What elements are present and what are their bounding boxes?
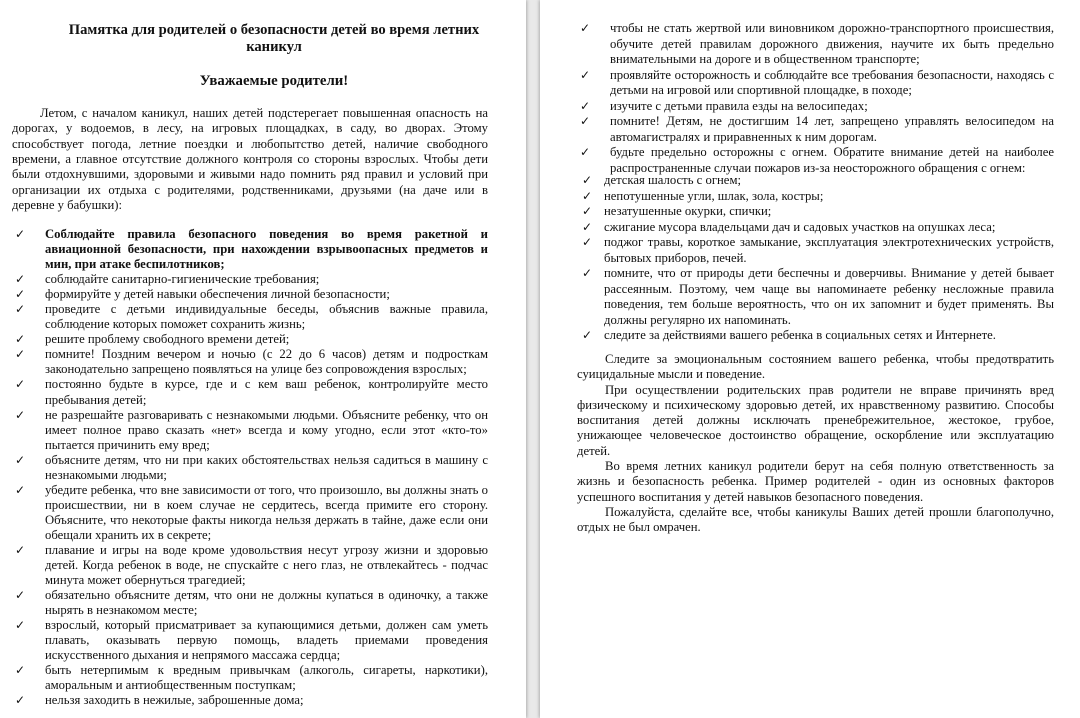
- list-item: [15, 452, 488, 483]
- list-item-text: чтобы не стать жертвой или виновником дорожно-транспортного происшествия, обучите детей правилам дорожного движения, научите их быть предельно внимательными на дороге и в общественном транспорте;: [610, 21, 1054, 66]
- checkmark-icon: ✓: [15, 663, 26, 678]
- list-item: [15, 693, 488, 708]
- closing-paragraph: При осуществлении родительских прав родители не вправе причинять вред физическому и психическому здоровью детей, их нравственному развитию. Способы воспитания детей должны исключать пренебрежительное, жестокое, грубое, унижающее человеческое достоинство обращение, оскорбление или эксплуатацию детей.: [577, 382, 1054, 458]
- list-item-text: проявляйте осторожность и соблюдайте все требования безопасности, находясь с детьми на игровой или спортивной площадке, в походе;: [610, 67, 1054, 97]
- list-item: [15, 482, 488, 543]
- checkmark-icon: ✓: [15, 287, 26, 302]
- list-item: [582, 204, 1054, 220]
- document-title: Памятка для родителей о безопасности детей во время летних каникул: [68, 22, 480, 55]
- list-item-text: следите за действиями вашего ребенка в социальных сетях и Интернете.: [604, 328, 996, 342]
- document-page-left: [0, 0, 526, 718]
- list-item: [15, 377, 488, 407]
- checkmark-icon: ✓: [580, 67, 591, 82]
- list-item: [580, 98, 1054, 115]
- list-item: [580, 21, 1054, 68]
- checkmark-icon: ✓: [580, 145, 591, 159]
- checkmark-icon: ✓: [15, 377, 26, 392]
- closing-paragraph: Следите за эмоциональным состоянием вашего ребенка, чтобы предотвратить суицидальные мысли и поведение.: [577, 352, 1054, 382]
- intro-paragraph: Летом, с началом каникул, наших детей подстерегает повышенная опасность на дорогах, у водоемов, в лесу, на игровых площадках, в саду, во дворах. Этому способствует погода, летние поездки и любопытство детей, наличие свободного времени, а главное отсутствие должного контроля со стороны взрослых. Чтобы дети были отдохнувшими, здоровыми и живыми надо помнить ряд правил и условий при организации их отдыха с родителями, родственниками, друзьями (на даче или в деревне у бабушки):: [12, 106, 488, 213]
- list-item-text: взрослый, который присматривает за купающимися детьми, должен сам уметь плавать, оказывать первую помощь, владеть приемами проведения искусственного дыхания и непрямого массажа сердца;: [45, 618, 488, 663]
- list-item: [15, 663, 488, 693]
- list-item: [582, 188, 1054, 205]
- list-item-text: Соблюдайте правила безопасного поведения во время ракетной и авиационной безопасности, при нахождении взрывоопасных предметов и мин, при атаке беспилотников;: [45, 227, 488, 272]
- list-item: [15, 302, 488, 332]
- checkmark-icon: ✓: [15, 542, 26, 557]
- checkmark-icon: ✓: [15, 347, 26, 362]
- list-item-text: поджог травы, короткое замыкание, эксплуатация электротехнических устройств, бытовых приборов, печей.: [604, 235, 1054, 265]
- list-item: [15, 407, 488, 453]
- list-item-text: обязательно объясните детям, что они не должны купаться в одиночку, а также нырять в незнакомом месте;: [45, 588, 488, 618]
- list-item-text: будьте предельно осторожны с огнем. Обратите внимание детей на наиболее распространенные случаи пожаров из-за неосторожного обращения с огнем:: [610, 145, 1054, 175]
- list-item-text: детская шалость с огнем;: [604, 173, 741, 187]
- salutation-heading: Уважаемые родители!: [199, 73, 349, 89]
- list-item-text: объясните детям, что ни при каких обстоятельствах нельзя садиться в машину с незнакомыми людьми;: [45, 452, 488, 482]
- list-item-text: решите проблему свободного времени детей;: [45, 332, 290, 347]
- list-item: [15, 287, 488, 302]
- list-item: [582, 219, 1054, 236]
- list-item: [582, 328, 1054, 344]
- checkmark-icon: ✓: [582, 328, 593, 342]
- list-item-text: соблюдайте санитарно-гигиенические требования;: [45, 272, 320, 287]
- list-item: [582, 173, 1054, 189]
- list-item-text: быть нетерпимым к вредным привычкам (алкоголь, сигареты, наркотики), аморальным и антиобщественным поступкам;: [45, 663, 488, 693]
- list-item: [582, 266, 1054, 328]
- checkmark-icon: ✓: [15, 482, 26, 497]
- list-item: [15, 347, 488, 377]
- checkmark-icon: ✓: [582, 266, 593, 280]
- checkmark-icon: ✓: [15, 332, 26, 347]
- checkmark-icon: ✓: [580, 98, 591, 113]
- list-item: [580, 114, 1054, 145]
- list-item: [15, 272, 488, 287]
- list-item-text: помните, что от природы дети беспечны и доверчивы. Внимание у детей бывает рассеянным. Поэтому, чем чаще вы напоминаете ребенку несложные правила поведения, тем больше вероятность, что он их запомнит и будет применять. Вы должны регулярно их напоминать.: [604, 266, 1054, 327]
- list-item: [15, 588, 488, 618]
- closing-paragraph: Пожалуйста, сделайте все, чтобы каникулы Ваших детей прошли благополучно, отдых не был омрачен.: [577, 504, 1054, 535]
- checkmark-icon: ✓: [15, 407, 26, 422]
- safety-rules-list-left: [15, 227, 488, 709]
- checkmark-icon: ✓: [15, 302, 26, 317]
- checkmark-icon: ✓: [15, 618, 26, 633]
- list-item-text: проведите с детьми индивидуальные беседы, объяснив важные правила, соблюдение которых поможет сохранить жизнь;: [45, 302, 488, 332]
- list-item: [15, 227, 488, 272]
- list-item: [582, 235, 1054, 266]
- list-item-text: постоянно будьте в курсе, где и с кем ваш ребенок, контролируйте место пребывания детей;: [45, 377, 488, 407]
- list-item-text: не разрешайте разговаривать с незнакомыми людьми. Объясните ребенку, что он имеет полное право сказать «нет» всегда и кому угодно, если этот «кто-то» пытается причинить ему вред;: [45, 407, 488, 452]
- list-item-text: незатушенные окурки, спички;: [604, 204, 772, 218]
- list-item-text: непотушенные угли, шлак, зола, костры;: [604, 188, 824, 203]
- checkmark-icon: ✓: [582, 204, 593, 218]
- closing-section: [577, 352, 1054, 536]
- list-item: [580, 145, 1054, 176]
- document-page-right: [540, 0, 1080, 718]
- checkmark-icon: ✓: [15, 452, 26, 467]
- fire-causes-list: [582, 173, 1054, 344]
- list-item-text: формируйте у детей навыки обеспечения личной безопасности;: [45, 287, 390, 302]
- list-item-text: изучите с детьми правила езды на велосипедах;: [610, 98, 868, 113]
- checkmark-icon: ✓: [582, 188, 593, 203]
- list-item: [15, 618, 488, 663]
- list-item-text: сжигание мусора владельцами дач и садовых участков на опушках леса;: [604, 219, 996, 234]
- checkmark-icon: ✓: [15, 227, 26, 241]
- checkmark-icon: ✓: [582, 235, 593, 249]
- safety-rules-list-right: [580, 21, 1054, 176]
- checkmark-icon: ✓: [15, 588, 26, 603]
- list-item: [15, 332, 488, 347]
- list-item-text: плавание и игры на воде кроме удовольствия несут угрозу жизни и здоровью детей. Когда ребенок в воде, не спускайте с него глаз, не отвлекайтесь - подчас минута может обернуться трагедией;: [45, 542, 488, 588]
- checkmark-icon: ✓: [582, 219, 593, 234]
- list-item: [580, 67, 1054, 99]
- checkmark-icon: ✓: [580, 114, 591, 128]
- checkmark-icon: ✓: [15, 272, 26, 287]
- list-item: [15, 542, 488, 588]
- list-item-text: помните! Детям, не достигшим 14 лет, запрещено управлять велосипедом на автомагистралях и приравненных к ним дорогам.: [610, 114, 1054, 144]
- list-item-text: нельзя заходить в нежилые, заброшенные дома;: [45, 693, 304, 708]
- checkmark-icon: ✓: [582, 173, 593, 187]
- checkmark-icon: ✓: [15, 693, 26, 708]
- list-item-text: убедите ребенка, что вне зависимости от того, что произошло, вы должны знать о происшествии, ни в коем случае не сердитесь, всегда примите его сторону. Объясните, что некоторые факты никогда нельзя держать в тайне, даже если они обещали хранить их в секрете;: [45, 482, 488, 542]
- checkmark-icon: ✓: [580, 21, 591, 35]
- list-item-text: помните! Поздним вечером и ночью (с 22 до 6 часов) детям и подросткам законодательно запрещено появляться на улице без сопровождения взрослых;: [45, 347, 488, 377]
- closing-paragraph: Во время летних каникул родители берут на себя полную ответственность за жизнь и безопасность ребенка. Пример родителей - один из основных факторов успешного воспитания у детей навыков безопасного поведения.: [577, 459, 1054, 504]
